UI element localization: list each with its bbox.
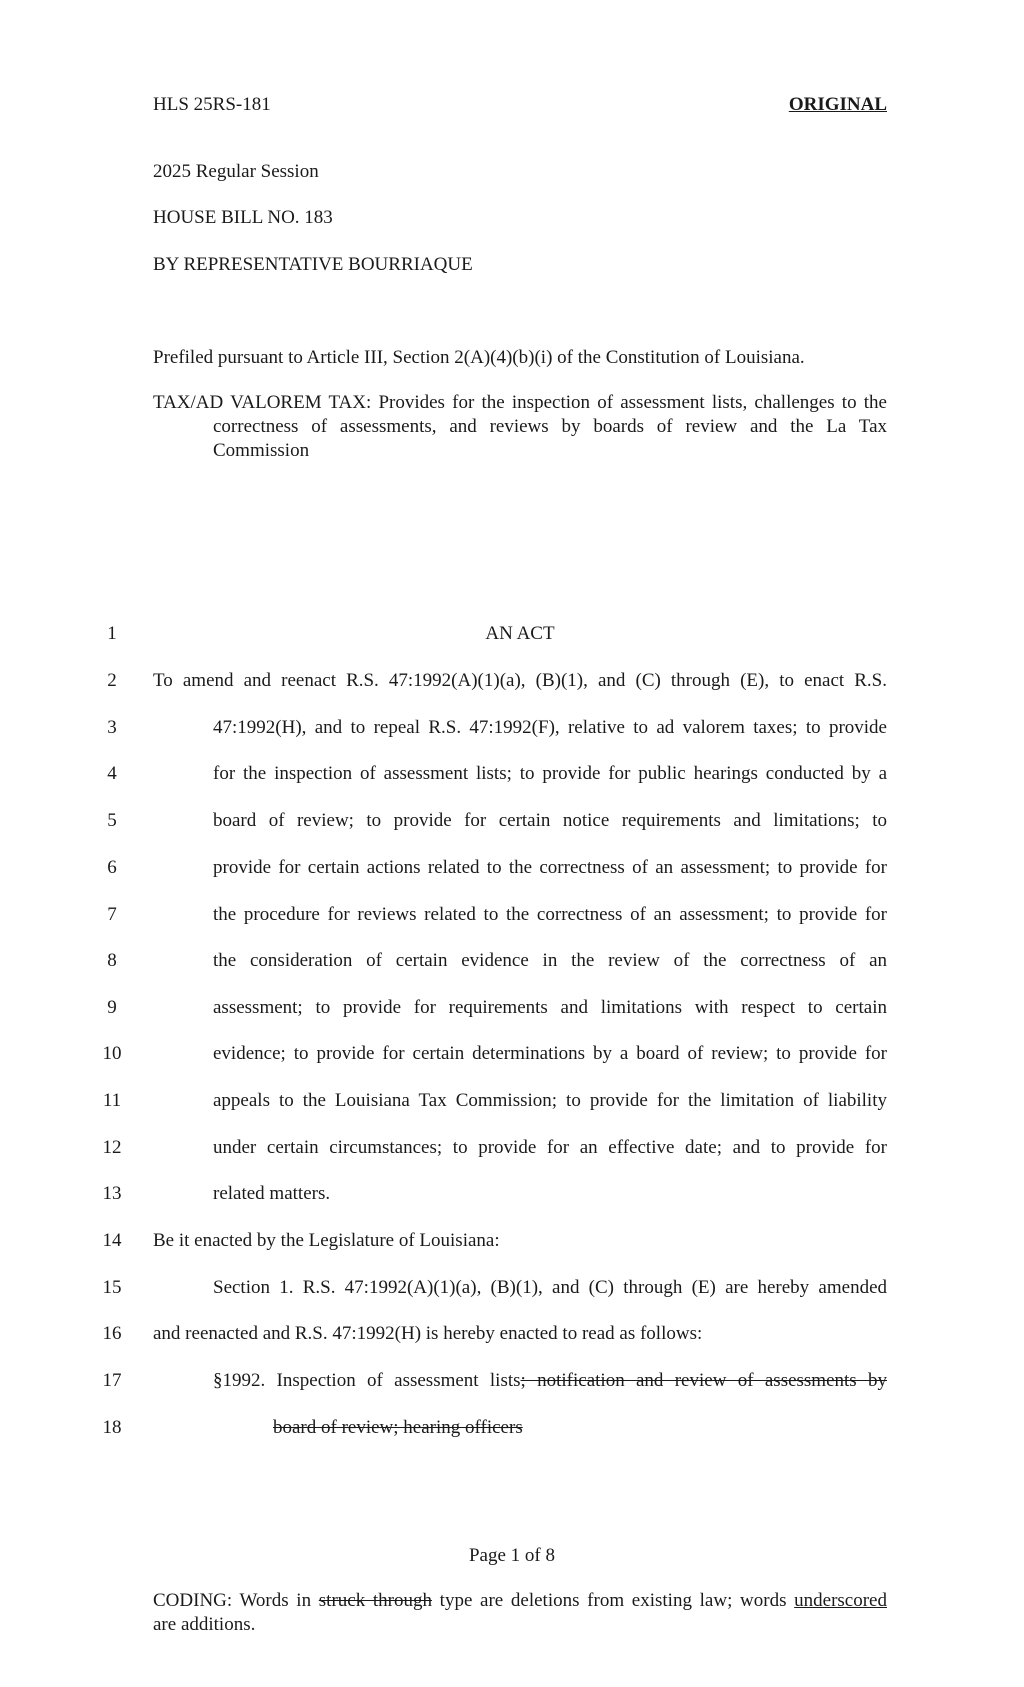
section-heading-text: §1992. Inspection of assessment lists [213,1370,521,1391]
line-number: 15 [102,1277,122,1298]
line-text: under certain circumstances; to provide for an effective date; and to provide for [213,1137,887,1158]
line-number: 10 [102,1043,122,1064]
struck-text: board of review; hearing officers [273,1417,523,1438]
line-17 [0,1367,1024,1395]
line-text: 47:1992(H), and to repeal R.S. 47:1992(F), relative to ad valorem taxes; to provide [213,717,887,738]
enacting-clause: Be it enacted by the Legislature of Louisiana: [153,1230,500,1251]
line-number: 11 [102,1090,122,1111]
line-text: related matters. [213,1183,331,1204]
line-number: 1 [107,623,117,644]
line-8 [0,947,1024,975]
coding-line-1 [153,1589,887,1613]
prefiled-note: Prefiled pursuant to Article III, Section 2(A)(4)(b)(i) of the Constitution of Louisiana. [153,347,805,368]
line-number: 7 [107,904,117,925]
document-id: HLS 25RS-181 [153,94,271,115]
digest-text: TAX/AD VALOREM TAX: Provides for the inspection of assessment lists, challenges to the correctness of assessments, and reviews by boards of review and the La Tax Commission [153,392,887,461]
line-13 [0,1180,1024,1208]
line-text: Section 1. R.S. 47:1992(A)(1)(a), (B)(1), and (C) through (E) are hereby amended [213,1277,887,1298]
line-text: and reenacted and R.S. 47:1992(H) is hereby enacted to read as follows: [153,1323,703,1344]
line-12 [0,1134,1024,1162]
line-number: 13 [102,1183,122,1204]
line-number: 16 [102,1323,122,1344]
line-text: provide for certain actions related to the correctness of an assessment; to provide for [213,857,887,878]
line-number: 2 [107,670,117,691]
line-number: 3 [107,717,117,738]
page-number: Page 1 of 8 [468,1545,555,1566]
coding-mid: type are deletions from existing law; words [431,1590,795,1611]
line-text: for the inspection of assessment lists; to provide for public hearings conducted by a [213,763,887,784]
coding-underscored: underscored [794,1590,887,1611]
bill-number: HOUSE BILL NO. 183 [153,207,333,228]
coding-end: are additions. [153,1614,256,1635]
session-label: 2025 Regular Session [153,161,319,182]
version-label: ORIGINAL [788,94,887,115]
coding-note [153,1589,887,1637]
line-5 [0,807,1024,835]
act-title: AN ACT [485,623,555,644]
line-2 [0,667,1024,695]
line-7 [0,901,1024,929]
line-text: board of review; to provide for certain notice requirements and limitations; to [213,810,887,831]
line-3 [0,714,1024,742]
line-text: the procedure for reviews related to the correctness of an assessment; to provide for [213,904,887,925]
struck-text: ; notification and review of assessments by [520,1370,887,1391]
line-text: To amend and reenact R.S. 47:1992(A)(1)(a), (B)(1), and (C) through (E), to enact R.S. [153,670,887,691]
line-number: 14 [102,1230,122,1251]
line-1 [0,620,1024,648]
line-number: 17 [102,1370,122,1391]
line-18 [0,1414,1024,1442]
line-9 [0,994,1024,1022]
bill-author: BY REPRESENTATIVE BOURRIAQUE [153,254,473,275]
coding-struck: struck through [318,1590,432,1611]
line-text: assessment; to provide for requirements and limitations with respect to certain [213,997,887,1018]
line-text: appeals to the Louisiana Tax Commission; to provide for the limitation of liability [213,1090,887,1111]
line-number: 5 [107,810,117,831]
line-4 [0,760,1024,788]
section-heading [213,1367,887,1395]
line-11 [0,1087,1024,1115]
line-number: 18 [102,1417,122,1438]
bill-digest [153,391,887,463]
line-text: the consideration of certain evidence in the review of the correctness of an [213,950,887,971]
line-15 [0,1274,1024,1302]
line-16 [0,1320,1024,1348]
line-number: 9 [107,997,117,1018]
line-number: 6 [107,857,117,878]
line-6 [0,854,1024,882]
line-text: evidence; to provide for certain determinations by a board of review; to provide for [213,1043,887,1064]
line-10 [0,1040,1024,1068]
line-number: 4 [107,763,117,784]
line-14 [0,1227,1024,1255]
line-number: 8 [107,950,117,971]
line-number: 12 [102,1137,122,1158]
coding-prefix: CODING: Words in [153,1590,319,1611]
